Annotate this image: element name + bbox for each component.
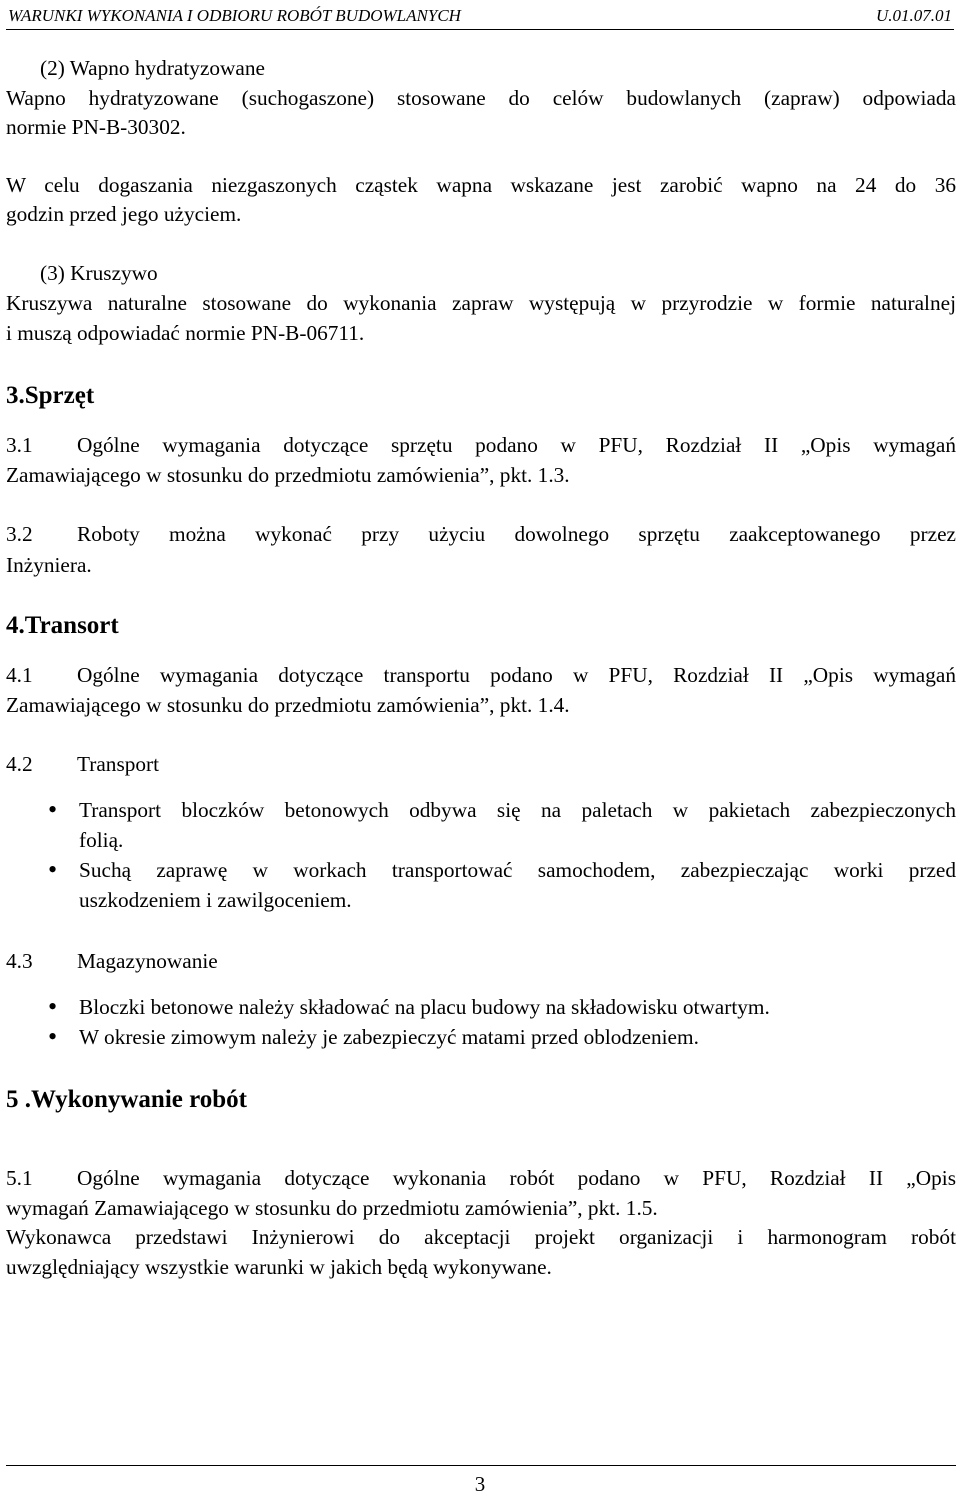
section-5-1-line-2: wymagań Zamawiającego w stosunku do przedmiotu zamówienia”, pkt. 1.5. (6, 1196, 658, 1220)
wapno-paragraph2-line-1: W celu dogaszania niezgaszonych cząstek wapna wskazane jest zarobić wapno na 24 do 36 (6, 173, 956, 197)
wykonawca-line-1: Wykonawca przedstawi Inżynierowi do akceptacji projekt organizacji i harmonogram robót (6, 1225, 956, 1249)
kruszywo-title: (3) Kruszywo (40, 261, 158, 285)
section-4-1-line-2: Zamawiającego w stosunku do przedmiotu zamówienia”, pkt. 1.4. (6, 693, 570, 717)
page-number: 3 (474, 1472, 486, 1496)
section-5-1-line-1 (6, 1163, 956, 1193)
wapno-paragraph-line-1: Wapno hydratyzowane (suchogaszone) stosowane do celów budowlanych (zapraw) odpowiada (6, 86, 956, 110)
heading-wykonywanie: 5 .Wykonywanie robót (6, 1086, 248, 1113)
wapno-title: (2) Wapno hydratyzowane (40, 56, 265, 80)
heading-transport: 4.Transort (6, 612, 119, 639)
section-3-2-line-1 (6, 519, 956, 549)
section-number: 4.3 (6, 949, 33, 973)
section-4-3-heading (6, 946, 956, 976)
bullet-icon (48, 992, 60, 1004)
bullet-1-line-1: Transport bloczków betonowych odbywa się na paletach w pakietach zabezpieczonych (79, 798, 956, 822)
section-4-1-line-1 (6, 660, 956, 690)
section-3-1-line-1 (6, 430, 956, 460)
bullet-icon (48, 855, 60, 867)
section-title: Magazynowanie (77, 949, 218, 973)
header-title: WARUNKI WYKONANIA I ODBIORU ROBÓT BUDOWLANYCH (8, 6, 461, 25)
wykonawca-line-2: uwzględniający wszystkie warunki w jakich będą wykonywane. (6, 1255, 552, 1279)
section-3-2-line-2: Inżyniera. (6, 553, 92, 577)
bullet-4: W okresie zimowym należy je zabezpieczyć matami przed oblodzeniem. (79, 1025, 699, 1049)
section-text: Ogólne wymagania dotyczące sprzętu podano w PFU, Rozdział II „Opis wymagań (77, 433, 956, 457)
kruszywo-line-2: i muszą odpowiadać normie PN-B-06711. (6, 321, 365, 345)
bullet-icon (48, 1022, 60, 1034)
footer-rule (6, 1465, 956, 1466)
section-number: 4.2 (6, 752, 33, 776)
bullet-2-line-1: Suchą zaprawę w workach transportować samochodem, zabezpieczając worki przed (79, 858, 956, 882)
section-number: 3.1 (6, 433, 33, 457)
section-number: 3.2 (6, 522, 33, 546)
wapno-paragraph2-line-2: godzin przed jego użyciem. (6, 202, 242, 226)
page-header (6, 3, 954, 30)
section-4-2-heading (6, 749, 956, 779)
section-number: 5.1 (6, 1166, 33, 1190)
header-code: U.01.07.01 (875, 6, 952, 25)
kruszywo-line-1: Kruszywa naturalne stosowane do wykonania zapraw występują w przyrodzie w formie naturalnej (6, 291, 956, 315)
section-3-1-line-2: Zamawiającego w stosunku do przedmiotu zamówienia”, pkt. 1.3. (6, 463, 570, 487)
bullet-2-line-2: uszkodzeniem i zawilgoceniem. (79, 888, 352, 912)
section-text: Ogólne wymagania dotyczące wykonania robót podano w PFU, Rozdział II „Opis (77, 1166, 956, 1190)
bullet-1-line-2: folią. (79, 828, 124, 852)
bullet-icon (48, 795, 60, 807)
heading-sprzet: 3.Sprzęt (6, 382, 95, 409)
section-text: Ogólne wymagania dotyczące transportu podano w PFU, Rozdział II „Opis wymagań (77, 663, 956, 687)
wapno-paragraph-line-2: normie PN-B-30302. (6, 115, 186, 139)
bullet-3: Bloczki betonowe należy składować na placu budowy na składowisku otwartym. (79, 995, 770, 1019)
section-text: Roboty można wykonać przy użyciu dowolnego sprzętu zaakceptowanego przez (77, 522, 956, 546)
section-number: 4.1 (6, 663, 33, 687)
section-title: Transport (77, 752, 160, 776)
